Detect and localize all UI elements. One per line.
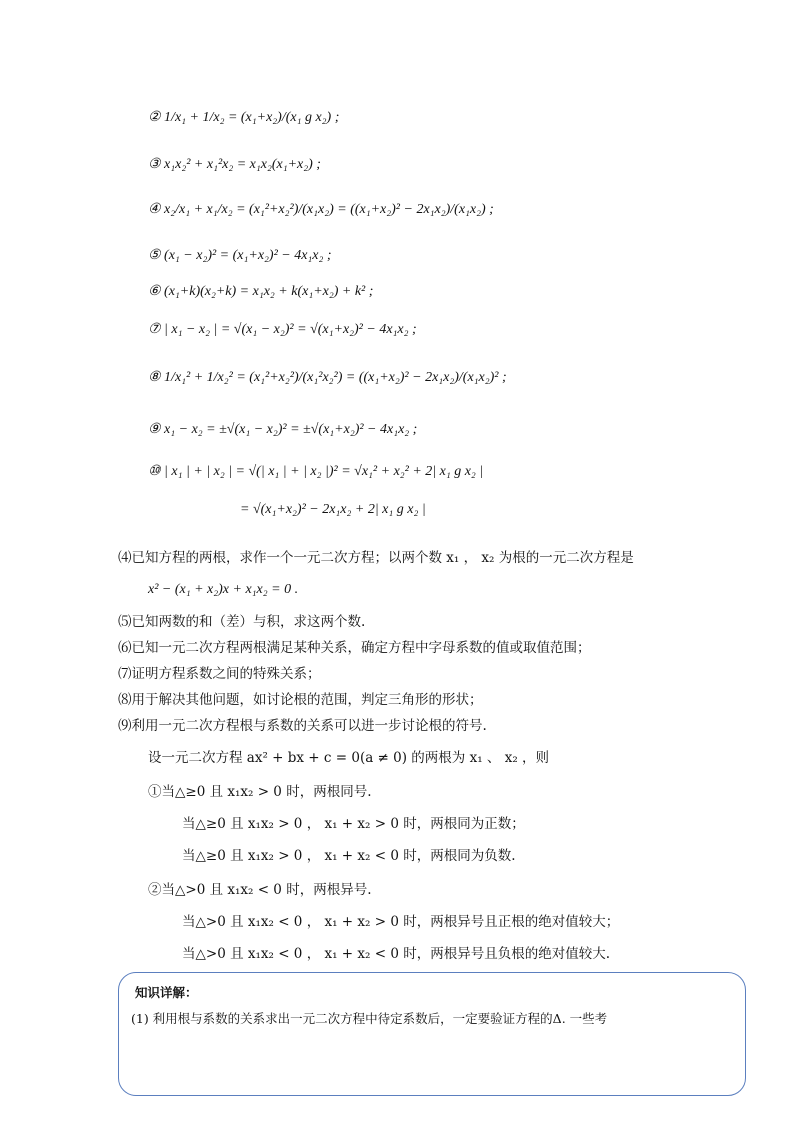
item-9: ⑼利用一元二次方程根与系数的关系可以进一步讨论根的符号. (118, 718, 487, 734)
knowledge-box-text: (1) 利用根与系数的关系求出一元二次方程中待定系数后，一定要验证方程的Δ. 一些考 (131, 1011, 608, 1026)
item-8: ⑻用于解决其他问题，如讨论根的范围，判定三角形的形状； (118, 692, 483, 708)
knowledge-box (118, 972, 746, 1096)
item-6: ⑹已知一元二次方程两根满足某种关系，确定方程中字母系数的值或取值范围； (118, 640, 591, 656)
formula-3: ③ x₁x₂² + x₁²x₂ = x₁x₂(x₁+x₂) ; (148, 157, 321, 172)
formula-2: ② 1/x₁ + 1/x₂ = (x₁+x₂)/(x₁ g x₂) ; (148, 110, 340, 125)
formula-4: ④ x₂/x₁ + x₁/x₂ = (x₁²+x₂²)/(x₁x₂) = ((x₁+x₂)² − 2x₁x₂)/(x₁x₂) ; (148, 202, 494, 217)
formula-10-line2: = √(x₁+x₂)² − 2x₁x₂ + 2| x₁ g x₂ | (240, 502, 426, 517)
item-4: ⑷已知方程的两根，求作一个一元二次方程；以两个数 x₁ ， x₂ 为根的一元二次方程是 (118, 550, 634, 566)
formula-5: ⑤ (x₁ − x₂)² = (x₁+x₂)² − 4x₁x₂ ; (148, 248, 332, 263)
formula-10-line1: ⑩ | x₁ | + | x₂ | = √(| x₁ | + | x₂ |)² = √x₁² + x₂² + 2| x₁ g x₂ | (148, 464, 484, 479)
item-5: ⑸已知两数的和（差）与积，求这两个数. (118, 614, 366, 630)
formula-6: ⑥ (x₁+k)(x₂+k) = x₁x₂ + k(x₁+x₂) + k² ; (148, 284, 374, 299)
formula-9: ⑨ x₁ − x₂ = ±√(x₁ − x₂)² = ±√(x₁+x₂)² − 4x₁x₂ ; (148, 422, 418, 437)
formula-8: ⑧ 1/x₁² + 1/x₂² = (x₁²+x₂²)/(x₁²x₂²) = ((x₁+x₂)² − 2x₁x₂)/(x₁x₂)² ; (148, 370, 507, 385)
case-1a: 当△≥0 且 x₁x₂ > 0 ， x₁ + x₂ > 0 时，两根同为正数； (182, 816, 525, 832)
knowledge-box-title: 知识详解： (135, 985, 198, 1000)
case-2: ②当△>0 且 x₁x₂ < 0 时，两根异号. (148, 882, 372, 898)
case-1b: 当△≥0 且 x₁x₂ > 0 ， x₁ + x₂ < 0 时，两根同为负数. (182, 848, 516, 864)
item-7: ⑺证明方程系数之间的特殊关系； (118, 666, 321, 682)
item-4-equation: x² − (x₁ + x₂)x + x₁x₂ = 0 . (148, 582, 299, 597)
formula-7: ⑦ | x₁ − x₂ | = √(x₁ − x₂)² = √(x₁+x₂)² − 4x₁x₂ ; (148, 322, 417, 337)
case-2a: 当△>0 且 x₁x₂ < 0 ， x₁ + x₂ > 0 时，两根异号且正根的绝对值较大； (182, 914, 620, 930)
case-1: ①当△≥0 且 x₁x₂ > 0 时，两根同号. (148, 784, 372, 800)
setup-line: 设一元二次方程 ax² + bx + c = 0(a ≠ 0) 的两根为 x₁ 、 x₂ ，则 (148, 750, 550, 766)
case-2b: 当△>0 且 x₁x₂ < 0 ， x₁ + x₂ < 0 时，两根异号且负根的绝对值较大. (182, 946, 610, 962)
